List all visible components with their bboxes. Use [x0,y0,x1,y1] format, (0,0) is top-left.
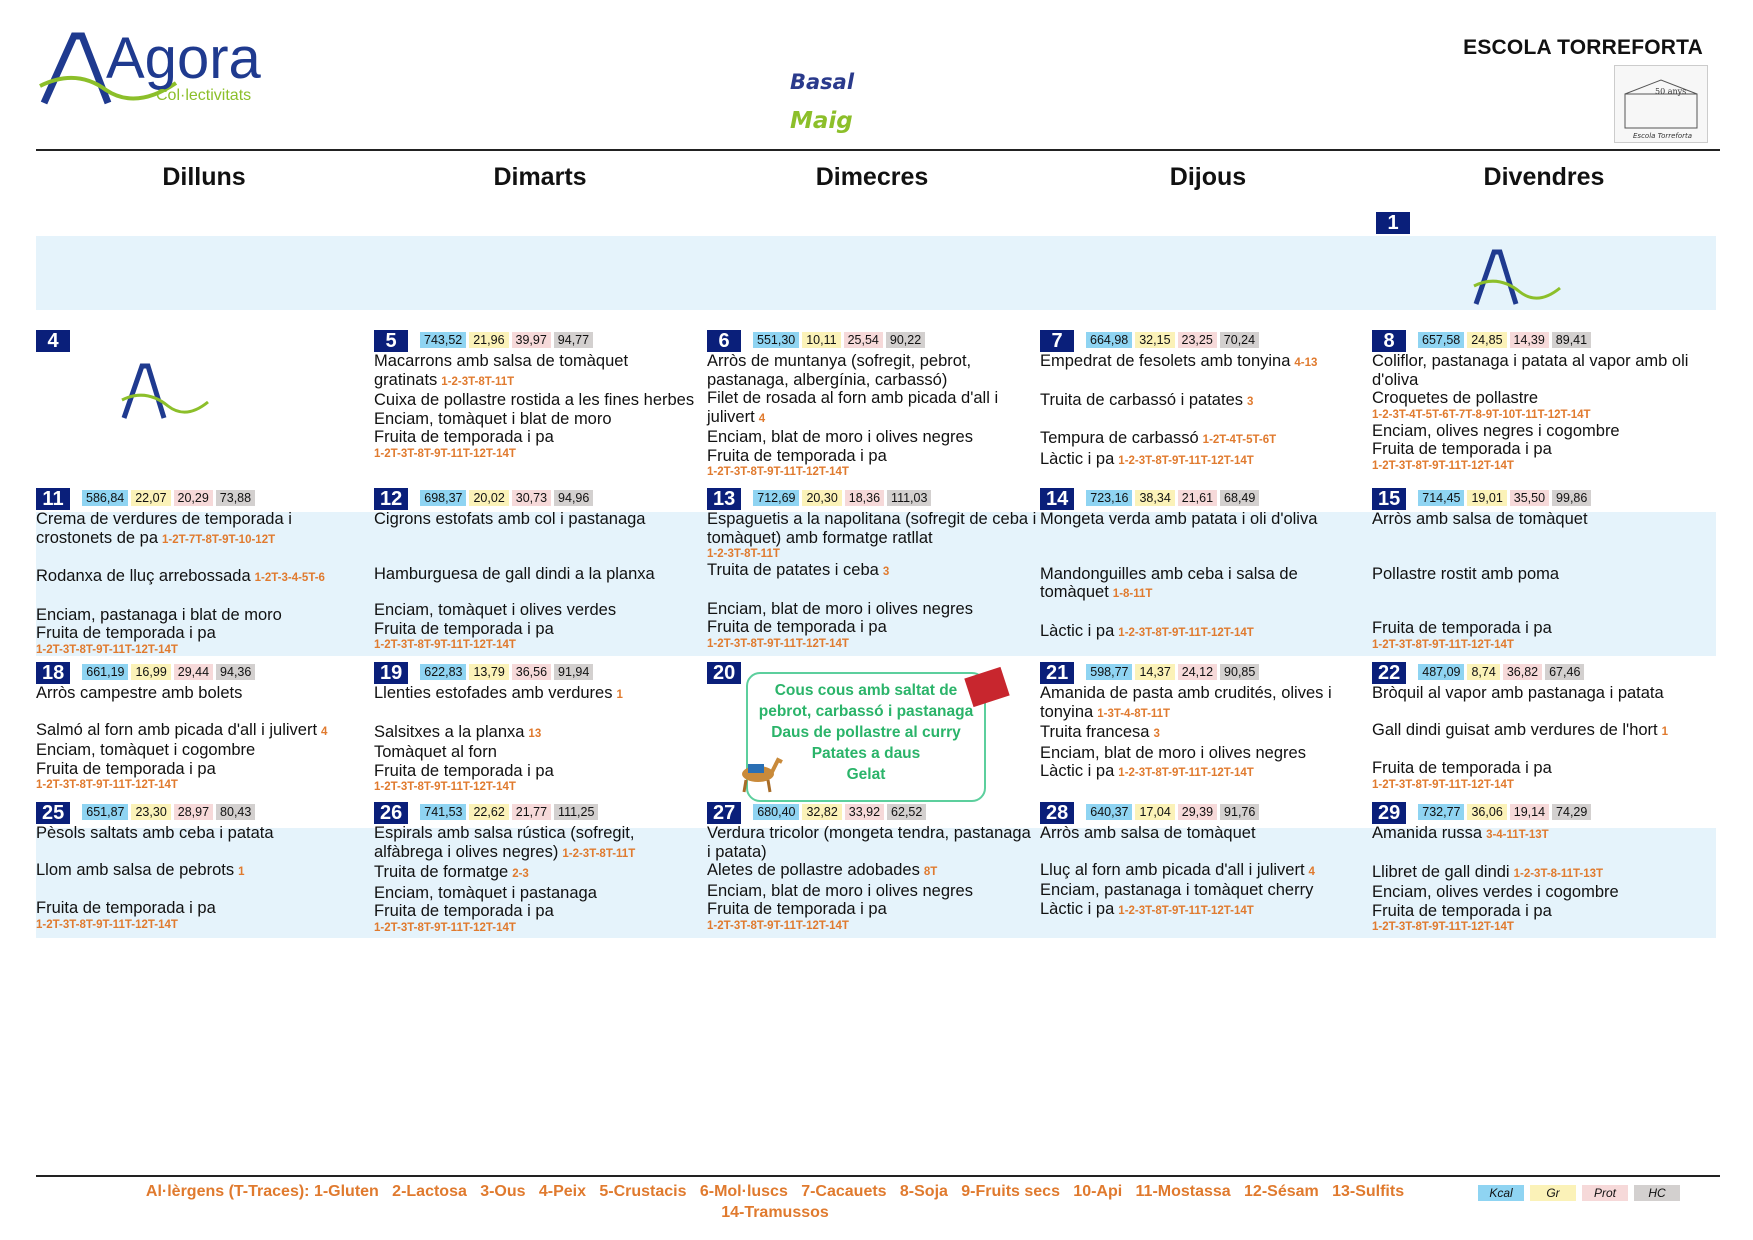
protein-value: 21,61 [1178,490,1217,506]
protein-value: 28,97 [174,804,213,820]
side-dish: Enciam, tomàquet i pastanaga [374,883,597,902]
side-dish: Enciam, blat de moro i olives negres [1040,743,1306,762]
carbs-value: 111,03 [887,490,931,506]
day-cell-7 [1040,330,1370,470]
day-cell-1 [1376,212,1706,234]
second-course: Filet de rosada al forn amb picada d'all i julivert 4 [707,389,999,426]
dessert-allergens: 1-2T-3T-8T-9T-11T-12T-14T [1372,638,1514,651]
agora-logo [36,28,296,118]
side-dish: Enciam, blat de moro i olives negres [707,428,973,446]
carbs-value: 91,76 [1220,804,1259,820]
camel-icon [732,754,784,799]
dessert-allergens: 1-2T-3T-8T-9T-11T-12T-14T [374,447,516,460]
carbs-value: 68,49 [1220,490,1259,506]
fat-value: 38,34 [1135,490,1174,506]
day-monday: Dilluns [162,163,246,191]
dessert: Làctic i pa 1-2-3T-8T-9T-11T-12T-14T [1040,762,1254,780]
legend-protein: Prot [1582,1185,1628,1201]
day-number: 26 [374,802,408,824]
kcal-value: 714,45 [1418,490,1464,506]
kcal-value: 598,77 [1086,664,1132,680]
dessert: Fruita de temporada i pa [1372,619,1552,637]
day-cell-5 [374,330,704,461]
allergen-codes: 1-2-3T-8-11T-13T [1513,867,1604,880]
protein-value: 39,97 [512,332,551,348]
week-band-1 [36,236,1716,310]
allergen-codes: 3 [882,566,890,578]
first-course: Macarrons amb salsa de tomàquet gratinats 1-2-3T-8T-11T [374,352,629,389]
second-course: Aletes de pollastre adobades 8T [707,861,938,879]
kcal-value: 723,16 [1086,490,1132,506]
day-cell-15 [1372,488,1702,652]
carbs-value: 94,77 [554,332,593,348]
day-number: 19 [374,662,408,684]
day-cell-27 [707,802,1037,933]
fat-value: 32,82 [802,804,841,820]
fat-value: 17,04 [1135,804,1174,820]
fat-value: 22,07 [131,490,170,506]
kcal-value: 640,37 [1086,804,1132,820]
day-thursday: Dijous [1169,163,1247,191]
protein-value: 33,92 [845,804,884,820]
first-course: Empedrat de fesolets amb tonyina 4-13 [1040,352,1318,370]
dessert: Fruita de temporada i pa [1372,759,1552,777]
kcal-value: 586,84 [82,490,128,506]
allergen-codes: 1 [238,865,245,878]
second-course: Truita de patates i ceba 3 [707,561,890,579]
first-course: Coliflor, pastanaga i patata al vapor amb oli d'oliva [1372,352,1689,389]
second-course: Cuixa de pollastre rostida a les fines herbes [374,391,695,409]
protein-value: 30,73 [512,490,551,506]
day-number: 25 [36,802,70,824]
second-course: Llom amb salsa de pebrots 1 [36,860,245,879]
side-dish: Enciam, pastanaga i tomàquet cherry [1040,881,1314,899]
carbs-value: 90,85 [1220,664,1259,680]
allergen-codes: 1-2T-7T-8T-9T-10-12T [162,533,276,546]
day-number: 12 [374,488,408,510]
side-dish: Enciam, tomàquet i blat de moro [374,409,612,428]
brand-name: Agora [106,28,261,91]
side-dish: Enciam, blat de moro i olives negres [707,881,973,900]
crest-label: Escola Torreforta [1633,132,1693,140]
special-line: Patates a daus [811,745,921,762]
first-course: Arròs amb salsa de tomàquet [1040,824,1256,842]
dessert-allergens: 1-2T-3T-8T-9T-11T-12T-14T [707,919,849,932]
second-course: Gall dindi guisat amb verdures de l'hort 1 [1372,720,1669,739]
kcal-value: 732,77 [1418,804,1464,820]
allergen-codes: 2-3 [512,868,529,880]
dessert-allergens: 1-2T-3T-8T-9T-11T-12T-14T [1372,459,1514,472]
carbs-value: 94,96 [554,490,593,506]
fat-value: 20,02 [469,490,508,506]
day-cell-25 [36,802,366,932]
carbs-value: 94,36 [216,664,255,680]
day-number: 13 [707,488,741,510]
dessert: Làctic i pa 1-2-3T-8T-9T-11T-12T-14T [1040,899,1254,918]
allergen-codes: 1-2T-3-4-5T-6 [254,572,325,584]
month-title: Maig [790,108,853,134]
allergen-codes: 1-2-3T-8T-9T-11T-12T-14T [1118,454,1254,467]
fat-value: 14,37 [1135,664,1174,680]
second-course: Hamburguesa de gall dindi a la planxa [374,564,655,583]
dessert-allergens: 1-2T-3T-8T-9T-11T-12T-14T [374,781,516,793]
kcal-value: 712,69 [753,490,799,506]
kcal-value: 487,09 [1418,664,1464,680]
carbs-value: 111,25 [554,804,598,820]
first-course: Cigrons estofats amb col i pastanaga [374,510,646,528]
protein-value: 20,29 [174,490,213,506]
carbs-value: 99,86 [1552,490,1591,506]
second-course: Llibret de gall dindi 1-2-3T-8-11T-13T [1372,862,1604,881]
allergen-list-cont: 14-Tramussos [721,1204,829,1221]
header-divider [36,149,1720,151]
kcal-value: 664,98 [1086,332,1132,348]
protein-value: 29,44 [174,664,213,680]
carbs-value: 89,41 [1552,332,1591,348]
side-dish: Enciam, olives verdes i cogombre [1372,883,1619,901]
day-cell-18 [36,662,366,792]
allergen-codes: 1-8-11T [1112,588,1153,600]
day-friday: Divendres [1483,163,1605,191]
dessert: Fruita de temporada i pa [374,761,554,780]
day-number: 11 [36,488,70,510]
day-cell-29 [1372,802,1702,934]
protein-value: 19,14 [1510,804,1549,820]
side-dish: Enciam, tomàquet i olives verdes [374,601,617,619]
allergen-codes: 3 [1247,395,1254,408]
fat-value: 23,30 [131,804,170,820]
allergen-legend [75,1181,1475,1223]
first-course: Arròs de muntanya (sofregit, pebrot, pastanaga, albergínia, carbassó) [707,352,972,389]
legend-kcal: Kcal [1478,1185,1524,1201]
first-course: Espirals amb salsa rústica (sofregit, alfàbrega i olives negres) 1-2-3T-8T-11T [374,824,636,861]
second-course: Croquetes de pollastre [1372,389,1539,407]
nutrition-legend [1478,1185,1686,1201]
allergen-codes: 1-2-3T-8T-11T [441,375,515,388]
allergen-codes: 1-2-3T-8T-11T [562,847,636,860]
kcal-value: 551,30 [753,332,799,348]
dessert: Fruita de temporada i pa [707,446,887,465]
allergen-codes: 1-2-3T-8T-9T-11T-12T-14T [1118,626,1254,639]
day-number: 8 [1372,330,1406,352]
allergen-codes: 3-4-11T-13T [1486,829,1549,841]
day-number: 14 [1040,488,1074,510]
day-cell-4 [36,330,366,352]
kcal-value: 622,83 [420,664,466,680]
dessert-allergens: 1-2T-3T-8T-9T-11T-12T-14T [1372,921,1514,933]
fat-value: 36,06 [1467,804,1506,820]
crest-badge: 50 anys [1655,87,1687,96]
day-number: 18 [36,662,70,684]
special-line: Cous cous amb saltat de [774,682,958,699]
day-number: 5 [374,330,408,352]
footer-divider [36,1175,1720,1177]
dessert: Làctic i pa 1-2-3T-8T-9T-11T-12T-14T [1040,449,1254,468]
kcal-value: 661,19 [82,664,128,680]
first-course: Arròs campestre amb bolets [36,684,243,702]
first-course: Amanida de pasta amb crudités, olives i tonyina 1-3T-4-8T-11T [1040,684,1332,721]
fat-value: 32,15 [1135,332,1174,348]
carbs-value: 67,46 [1545,664,1584,680]
side-dish: Enciam, blat de moro i olives negres [707,599,973,618]
day-cell-8 [1372,330,1712,473]
fat-value: 19,01 [1467,490,1506,506]
dessert-allergens: 1-2T-3T-8T-9T-11T-12T-14T [707,637,849,650]
dessert: Fruita de temporada i pa [1372,901,1552,920]
day-tuesday: Dimarts [493,163,587,191]
allergen-codes: 4-13 [1294,357,1318,369]
fat-value: 13,79 [469,664,508,680]
second-course: Rodanxa de lluç arrebossada 1-2T-3-4-5T-6 [36,567,325,585]
first-course: Espaguetis a la napolitana (sofregit de ceba i tomàquet) amb formatge ratllat [707,510,1037,547]
side-dish: Enciam, tomàquet i cogombre [36,741,256,759]
day-cell-11 [36,488,366,657]
dessert: Fruita de temporada i pa [36,624,216,642]
side-dish: Tempura de carbassó 1-2T-4T-5T-6T [1040,429,1277,447]
special-line: Daus de pollastre al curry [771,724,961,741]
brand-sub: Col·lectivitats [156,87,252,104]
protein-value: 29,39 [1178,804,1217,820]
second-course: Truita de formatge 2-3 [374,863,529,881]
carbs-value: 90,22 [886,332,925,348]
day-number: 6 [707,330,741,352]
dessert: Fruita de temporada i pa [707,618,887,636]
first-course: Amanida russa 3-4-11T-13T [1372,824,1549,842]
fat-value: 22,62 [469,804,508,820]
fat-value: 21,96 [469,332,508,348]
protein-value: 18,36 [845,490,884,506]
day-number: 1 [1376,212,1410,234]
day-number: 20 [707,662,741,684]
first-course: Pèsols saltats amb ceba i patata [36,824,274,842]
carbs-value: 70,24 [1220,332,1259,348]
school-name: ESCOLA TORREFORTA [1463,36,1703,59]
allergen-codes: 1-2-3T-8T-9T-11T-12T-14T [1118,904,1254,917]
holiday-logo-icon [120,362,210,425]
kcal-value: 680,40 [753,804,799,820]
allergen-codes: 4 [758,412,766,425]
allergen-list: Al·lèrgens (T-Traces): 1-Gluten 2-Lactosa 3-Ous 4-Peix 5-Crustacis 6-Mol·luscs 7-Cacauets 8-Soja 9-Fruits secs 10-Api 11-Mostassa 12-Sésam 13-Sulfits [145,1183,1405,1200]
protein-value: 24,12 [1178,664,1217,680]
carbs-value: 74,29 [1552,804,1591,820]
day-cell-22 [1372,662,1702,792]
school-crest [1614,65,1708,143]
legend-fat: Gr [1530,1185,1576,1201]
protein-value: 36,56 [512,664,551,680]
day-cell-28 [1040,802,1370,920]
carbs-value: 62,52 [887,804,926,820]
fat-value: 24,85 [1467,332,1506,348]
dessert: Fruita de temporada i pa [374,619,554,638]
second-course: Salsitxes a la planxa 13 [374,722,542,741]
first-course: Verdura tricolor (mongeta tendra, pastanaga i patata) [707,824,1031,861]
allergen-codes: 1-2-3T-8T-11T [707,548,780,560]
day-number: 22 [1372,662,1406,684]
kcal-value: 698,37 [420,490,466,506]
dessert: Fruita de temporada i pa [707,900,887,918]
second-course: Mandonguilles amb ceba i salsa de tomàquet 1-8-11T [1040,564,1298,601]
kcal-value: 651,87 [82,804,128,820]
first-course: Bròquil al vapor amb pastanaga i patata [1372,684,1664,702]
protein-value: 14,39 [1510,332,1549,348]
allergen-codes: 1-3T-4-8T-11T [1097,707,1171,720]
allergen-codes: 13 [528,727,542,740]
kcal-value: 741,53 [420,804,466,820]
first-course: Mongeta verda amb patata i oli d'oliva [1040,510,1318,528]
carbs-value: 91,94 [554,664,593,680]
dessert: Fruita de temporada i pa [374,902,554,920]
allergen-codes: 3 [1153,728,1160,740]
day-cell-26 [374,802,704,935]
special-line: Gelat [846,766,886,783]
dessert: Fruita de temporada i pa [36,899,216,917]
second-course: Salmó al forn amb picada d'all i julivert 4 [36,720,328,739]
carbs-value: 73,88 [216,490,255,506]
day-cell-14 [1040,488,1370,642]
dessert-allergens: 1-2T-3T-8T-9T-11T-12T-14T [1372,778,1514,791]
protein-value: 21,77 [512,804,551,820]
fat-value: 16,99 [131,664,170,680]
dessert-allergens: 1-2T-3T-8T-9T-11T-12T-14T [36,918,178,931]
special-line: pebrot, carbassó i pastanaga [758,703,974,720]
side-dish: Enciam, pastanaga i blat de moro [36,605,282,624]
second-course: Pollastre rostit amb poma [1372,564,1560,583]
allergen-codes: 4 [1308,865,1315,878]
day-cell-21 [1040,662,1370,783]
allergen-codes: 8T [923,866,938,878]
protein-value: 36,82 [1503,664,1542,680]
day-cell-19 [374,662,704,794]
day-cell-6 [707,330,1037,479]
allergen-codes: 1-2-3T-8T-9T-11T-12T-14T [1118,767,1254,779]
dessert: Fruita de temporada i pa [36,759,216,778]
kcal-value: 743,52 [420,332,466,348]
protein-value: 35,50 [1510,490,1549,506]
day-cell-13 [707,488,1037,651]
holiday-logo-icon [1472,248,1562,311]
fat-value: 20,30 [802,490,841,506]
day-number: 15 [1372,488,1406,510]
second-course: Lluç al forn amb picada d'all i julivert 4 [1040,860,1315,879]
side-dish: Enciam, olives negres i cogombre [1372,421,1620,440]
first-course: Llenties estofades amb verdures 1 [374,684,623,702]
first-course: Crema de verdures de temporada i crostonets de pa 1-2T-7T-8T-9T-10-12T [36,510,292,547]
dessert-allergens: 1-2T-3T-8T-9T-11T-12T-14T [36,643,178,656]
carbs-value: 80,43 [216,804,255,820]
dessert-allergens: 1-2T-3T-8T-9T-11T-12T-14T [36,779,178,791]
menu-type: Basal [790,70,855,94]
day-cell-12 [374,488,704,652]
dessert: Fruita de temporada i pa [1372,440,1552,458]
first-course: Arròs amb salsa de tomàquet [1372,510,1588,528]
allergen-codes: 1 [616,689,623,701]
second-course: Truita de carbassó i patates 3 [1040,390,1254,409]
allergen-codes: 4 [321,725,328,738]
fat-value: 10,11 [802,332,840,348]
day-number: 21 [1040,662,1074,684]
day-cell-20 [707,662,747,684]
day-wednesday: Dimecres [815,163,929,191]
side-dish: Tomàquet al forn [374,743,497,761]
protein-value: 23,25 [1178,332,1217,348]
dessert-allergens: 1-2T-3T-8T-9T-11T-12T-14T [374,639,516,651]
dessert: Làctic i pa 1-2-3T-8T-9T-11T-12T-14T [1040,621,1254,640]
legend-carbs: HC [1634,1185,1680,1201]
day-number: 4 [36,330,70,352]
dessert-allergens: 1-2T-3T-8T-9T-11T-12T-14T [707,466,849,478]
dessert-allergens: 1-2T-3T-8T-9T-11T-12T-14T [374,921,516,934]
dessert: Fruita de temporada i pa [374,428,554,446]
day-number: 29 [1372,802,1406,824]
allergen-codes: 1-2T-4T-5T-6T [1202,434,1277,446]
day-number: 28 [1040,802,1074,824]
second-course: Truita francesa 3 [1040,723,1160,741]
day-number: 7 [1040,330,1074,352]
allergen-codes: 1-2-3T-4T-5T-6T-7T-8-9T-10T-11T-12T-14T [1372,408,1591,421]
protein-value: 25,54 [844,332,883,348]
kcal-value: 657,58 [1418,332,1464,348]
allergen-codes: 1 [1661,725,1669,738]
day-number: 27 [707,802,741,824]
fat-value: 8,74 [1467,664,1499,680]
